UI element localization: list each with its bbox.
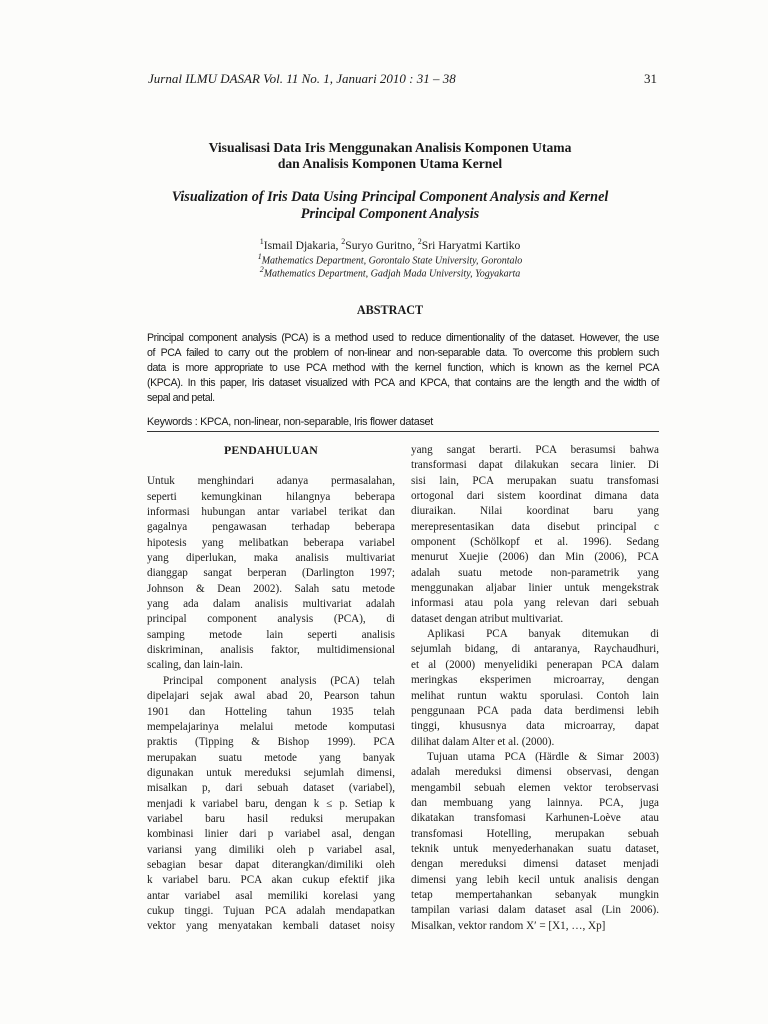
body-line: digunakan untuk mereduksi sejumlah dimensi, (147, 766, 395, 779)
body-line: diskriminan, analisis faktor, multidimensional (147, 644, 395, 657)
affiliation-sup: 2 (259, 265, 264, 274)
body-line: mempelajarinya melalui metode komputasi (147, 720, 395, 733)
body-line: melihat runtun waktu sporulasi. Contoh lain (411, 689, 659, 702)
body-column-right (411, 443, 659, 934)
right-column-text (411, 443, 659, 934)
affiliation-text: Mathematics Department, Gorontalo State University, Gorontalo (261, 255, 523, 267)
body-line: misalkan p, dari sebuah dataset (variabel), (147, 782, 395, 795)
author-sup: 1 (259, 237, 264, 246)
body-line: omponent (Schölkopf et al. 1996). Sedang (411, 536, 659, 549)
author-sup: 2 (341, 237, 346, 246)
body-column-left (147, 443, 395, 935)
body-line: transformasi dapat dilakukan secara linier. Di (411, 459, 659, 472)
body-line: Principal component analysis (PCA) telah (163, 674, 395, 687)
author-sup: 2 (417, 237, 422, 246)
title-english (110, 189, 670, 223)
abstract-line: (KPCA). In this paper, Iris dataset visualized with PCA and KPCA, that contains are the length and the width of (147, 377, 659, 389)
body-line: variansi yang dimiliki oleh p variabel asal, (147, 843, 395, 856)
body-line: menggunakan aljabar linier untuk mengekstrak (411, 582, 659, 595)
body-line: diuraikan. Nilai koordinat baru yang (411, 505, 659, 518)
body-line: tetap mempertahankan sebanyak mungkin (411, 888, 659, 901)
body-line: variabel baru hasil reduksi merupakan (147, 812, 395, 825)
section-heading: PENDAHULUAN (224, 443, 318, 457)
body-line: seperti kemungkinan hilangnya beberapa (147, 490, 395, 503)
body-line: teknik untuk menyederhanakan suatu dataset, (411, 842, 659, 855)
body-line: dataset dengan atribut multivariat. (411, 612, 564, 625)
body-line: antar variabel asal memiliki korelasi yang (147, 889, 395, 902)
body-line: meringkas eksperimen microarray, dengan (411, 674, 659, 687)
body-line: Tujuan utama PCA (Härdle & Simar 2003) (427, 750, 659, 763)
body-line: penggunaan PCA pada data berdimensi lebih (411, 704, 659, 717)
author-name: Sri Haryatmi Kartiko (421, 238, 521, 252)
body-line: samping metode lain seperti analisis (147, 628, 395, 641)
body-line: dengan mereduksi dimensi dataset menjadi (411, 858, 659, 871)
body-line: dimensi yang lebih kecil untuk analisis dengan (411, 873, 659, 886)
title-indonesian-line: Visualisasi Data Iris Menggunakan Analisis Komponen Utama (208, 140, 572, 155)
body-line: k variabel baru. PCA akan cukup efektif jika (147, 874, 395, 887)
body-line: yang ada dalam analisis multivariat adalah (147, 598, 395, 611)
abstract-line: sepal and petal. (147, 392, 215, 404)
keywords: Keywords : KPCA, non-linear, non-separable, Iris flower dataset (147, 416, 433, 428)
title-indonesian-line: dan Analisis Komponen Utama Kernel (277, 156, 503, 171)
body-line: 1901 dan Hotteling tahun 1935 telah (147, 705, 395, 718)
body-line: merepresentasikan data disebut principal c (411, 520, 659, 533)
body-line: dilihat dalam Alter et al. (2000). (411, 735, 555, 748)
body-line: scaling, dan lain-lain. (147, 659, 243, 672)
body-line: Untuk menghindari adanya permasalahan, (147, 475, 395, 488)
author-name: Ismail Djakaria (263, 238, 336, 252)
affiliation-sup: 1 (257, 252, 262, 261)
title-english-line: Visualization of Iris Data Using Principal Component Analysis and Kernel (171, 189, 609, 205)
body-line: gagalnya pengawasan terhadap beberapa (147, 521, 395, 534)
body-line: menjadi k variabel baru, dengan k ≤ p. Setiap k (147, 797, 395, 810)
body-line: tampilan variasi dalam dataset asal (Lin 2006). (411, 904, 659, 917)
title-english-line: Principal Component Analysis (300, 206, 480, 222)
body-line: Aplikasi PCA banyak ditemukan di (427, 628, 659, 641)
body-line: transfomasi Hotelling, merupakan sebuah (411, 827, 659, 840)
body-line: menurut Xuejie (2006) dan Min (2006), PCA (411, 551, 659, 564)
journal-header: Jurnal ILMU DASAR Vol. 11 No. 1, Januari 2010 : 31 – 38 (148, 71, 456, 86)
body-line: vektor yang menyatakan kembali dataset noisy (147, 920, 395, 933)
affiliation-text: Mathematics Department, Gadjah Mada University, Yogyakarta (263, 268, 521, 280)
body-line: hipotesis yang melibatkan beberapa variabel (147, 536, 395, 549)
body-line: informasi atau pola yang relevan dari sebuah (411, 597, 659, 610)
body-line: sisi lain, PCA merupakan suatu transfomasi (411, 474, 659, 487)
page-number: 31 (644, 71, 657, 86)
body-line: dianggap sangat berperan (Darlington 1997; (147, 567, 395, 580)
abstract-line: Principal component analysis (PCA) is a method used to reduce dimentionality of the dataset. However, the use (147, 332, 659, 344)
divider (147, 431, 659, 432)
body-line: kombinasi linier dari p variabel asal, dengan (147, 828, 395, 841)
body-line: informasi hubungan antar variabel terikat dan (147, 506, 395, 519)
abstract-line: of PCA failed to carry out the problem of non-linear and non-separable data. To overcome this problem such (147, 347, 659, 359)
left-column-text (147, 474, 395, 934)
body-line: dipelajari sejak awal abad 20, Pearson tahun (147, 690, 395, 703)
body-line: Misalkan, vektor random X′ = [X1, …, Xp] (411, 919, 606, 932)
body-line: dikatakan transfomasi Karhunen-Loève atau (411, 812, 659, 825)
body-line: ortogonal dari sistem koordinat dimana data (411, 490, 659, 503)
body-line: sejumlah bidang, di antaranya, Raychaudhuri, (411, 643, 659, 656)
abstract-line: data is more appropriate to use PCA method with the kernel function, which is known as the kernel PCA (147, 362, 659, 374)
body-line: yang diperlukan, maka analisis multivariat (147, 552, 395, 565)
body-line: merupakan suatu metode yang banyak (147, 751, 395, 764)
body-line: sebagian besar dapat diterangkan/dimiliki oleh (147, 858, 395, 871)
affiliation (110, 265, 670, 279)
body-line: praktis (Tipping & Bishop 1999). PCA (147, 736, 395, 749)
body-line: dan membuang yang lainnya. PCA, juga (411, 796, 659, 809)
body-line: mengambil sebuah elemen vektor terobservasi (411, 781, 659, 794)
body-line: Johnson & Dean 2002). Salah satu metode (147, 582, 395, 595)
title-indonesian (110, 140, 670, 172)
abstract-heading: ABSTRACT (356, 303, 424, 317)
author-list: $^1$Ismail Djakaria, $^2$Suryo Guritno, $^2$Sri Haryatmi Kartiko (259, 237, 521, 252)
author-name: Suryo Guritno (345, 238, 412, 252)
abstract-body (147, 331, 659, 406)
body-line: cukup tinggi. Tujuan PCA adalah mendapatkan (147, 904, 395, 917)
body-line: adalah mereduksi dimensi observasi, dengan (411, 766, 659, 779)
body-line: tinggi, khususnya data microarray, dapat (411, 720, 659, 733)
body-line: et al (2000) menyelidiki penerapan PCA dalam (411, 658, 659, 671)
body-line: principal component analysis (PCA), di (147, 613, 395, 626)
body-line: yang sangat berarti. PCA berasumsi bahwa (411, 444, 659, 456)
body-line: adalah suatu metode non-parametrik yang (411, 566, 659, 579)
